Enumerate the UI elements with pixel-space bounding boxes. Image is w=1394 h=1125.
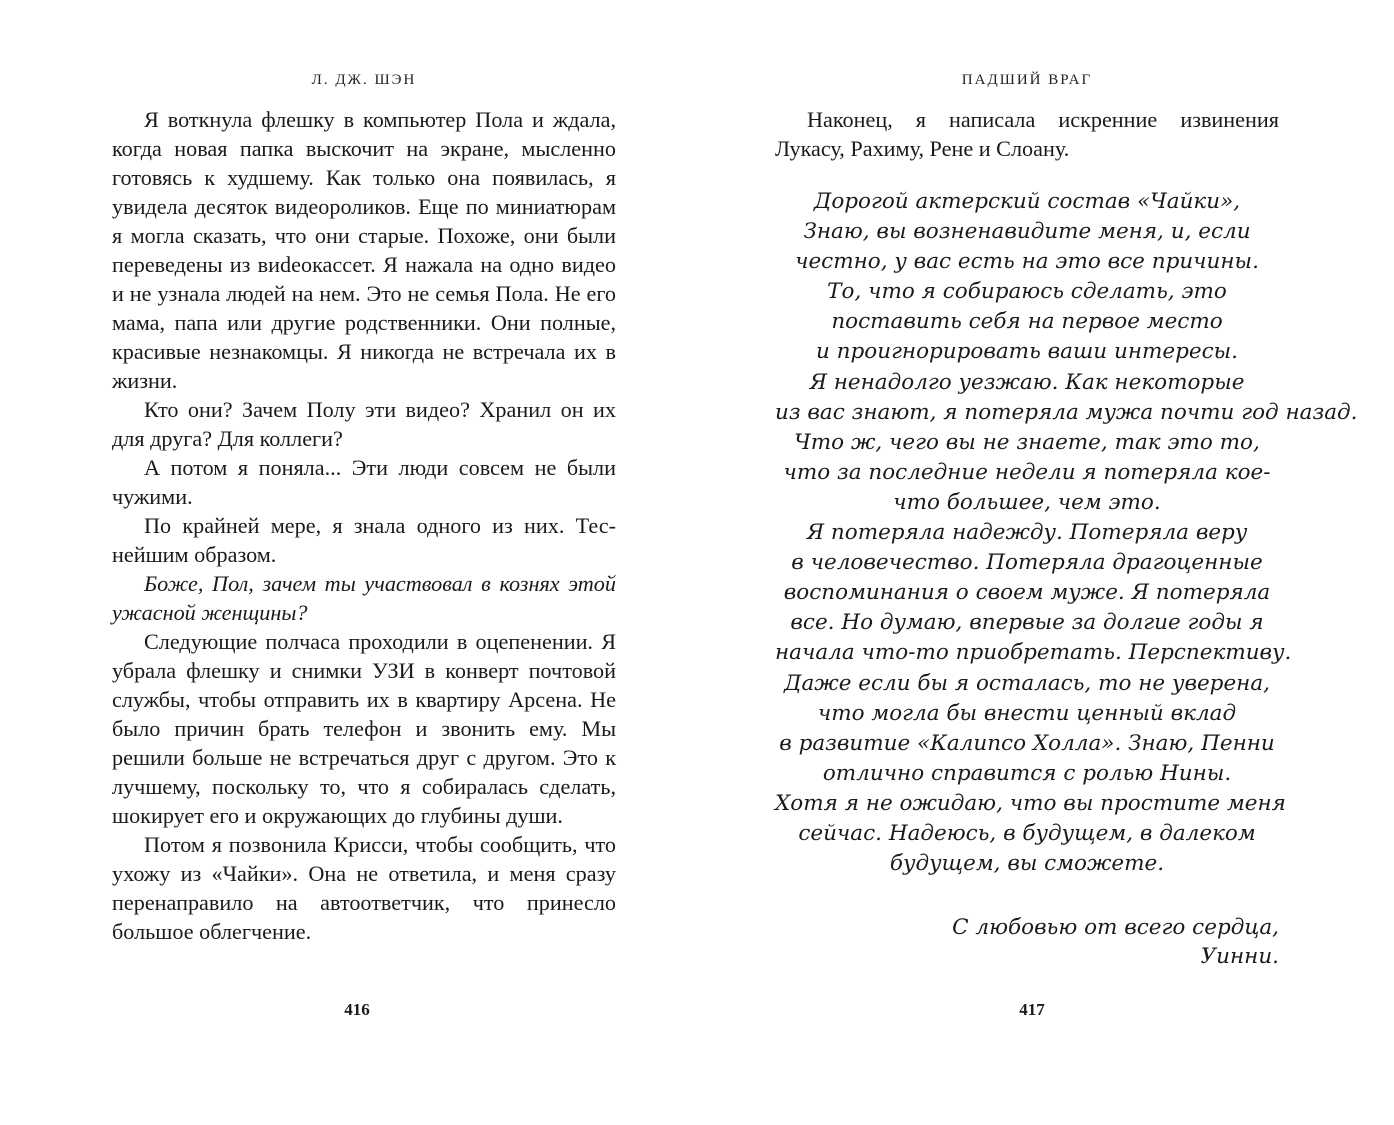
letter-line: воспоминания о своем муже. Я потеряла [783,580,1271,606]
right-body-text [775,105,1279,163]
letter-line: Я ненадолго уезжаю. Как некоторые [809,369,1245,395]
letter-line: Хотя я не ожидаю, что вы простите меня [775,790,1286,816]
letter-line: поставить себя на первое место [831,309,1223,335]
running-head-author: Л. ДЖ. ШЭН [311,72,417,88]
signoff-signature: Уинни. [1200,944,1279,969]
letter-line: все. Но думаю, впервые за долгие годы я [790,610,1264,636]
letter-line: честно, у вас есть на это все причины. [795,249,1259,275]
letter-line: Что ж, чего вы не знаете, так это то, [794,429,1260,455]
letter-line: начала что-то приобретать. Перспективу. [775,640,1292,666]
signoff-closing: С любовью от всего сердца, [952,915,1279,940]
letter-line: сейчас. Надеюсь, в будущем, в далеком [798,820,1256,846]
paragraph: Я воткнула флешку в компьютер Пола и ждала, когда новая папка выскочит на экране, мысленно готовясь к худшему. Как только она появилась, я увидела десяток видеороликов. Еще по миниатюрам я могла сказать, что они старые. Похоже, они были переведены из виdеокассет. Я нажала на одно видео и не узнала людей на нем. Это не семья Пола. Не его мама, папа или другие родственники. Они полные, красивые незнакомцы. Я никогда не встречала их в жизни. [112,107,616,393]
letter-line: будущем, вы сможете. [889,851,1165,877]
letter-line: Даже если бы я осталась, то не уверена, [784,670,1270,696]
page-number: 417 [1019,1000,1045,1019]
letter-line: что большее, чем это. [893,489,1161,515]
left-body-text [112,105,616,946]
letter-line: Я потеряла надежду. Потеряла веру [806,520,1248,546]
page-number: 416 [344,1000,370,1019]
letter-line: Знаю, вы возненавидите меня, и, если [803,219,1251,245]
letter-line: что могла бы внести ценный вклад [817,700,1237,726]
letter-line: в развитие «Калипсо Холла». Знаю, Пенни [779,730,1275,756]
letter-line: отлично справится с ролью Нины. [822,760,1232,786]
letter-line: из вас знают, я потеряла мужа почти год назад. [775,399,1358,425]
intro-paragraph: Наконец, я написала искренние извинения Лукасу, Рахиму, Рене и Слоану. [775,107,1279,161]
letter-line: То, что я собираюсь сделать, это [827,279,1227,305]
running-head-title: ПАДШИЙ ВРАГ [961,72,1093,88]
letter-line: Дорогой актерский состав «Чайки», [813,189,1241,214]
paragraph: По крайней мере, я знала одного из них. Теснейшим образом. [112,513,616,567]
paragraph: Следующие полчаса проходили в оцепенении. Я убрала флешку и снимки УЗИ в конверт почтовой службы, чтобы отправить их в квартиру Арсена. Не было причин брать телефон и звонить ему. Мы решили больше не встречаться друг с другом. Это к лучшему, поскольку то, что я собиралась сделать, шокирует его и окружающих до глубины души. [112,629,616,828]
paragraph: А потом я поняла... Эти люди совсем не были чужими. [112,455,616,509]
letter-body [775,187,1358,879]
italic-paragraph: Боже, Пол, зачем ты участвовал в кознях этой ужасной женщины? [112,571,616,625]
paragraph: Потом я позвонила Крисси, чтобы сообщить, что ухожу из «Чайки». Она не ответила, и меня сразу перенаправило на автоответчик, что принесло большое облегчение. [112,832,616,944]
letter-line: что за последние недели я потеряла кое- [783,459,1271,485]
letter-line: и проигнорировать ваши интересы. [815,339,1238,365]
letter-line: в человечество. Потеряла драгоценные [791,550,1263,576]
letter-signoff [775,913,1279,971]
paragraph: Кто они? Зачем Полу эти видео? Хранил он их для друга? Для коллеги? [112,397,616,451]
right-page [697,0,1394,1125]
